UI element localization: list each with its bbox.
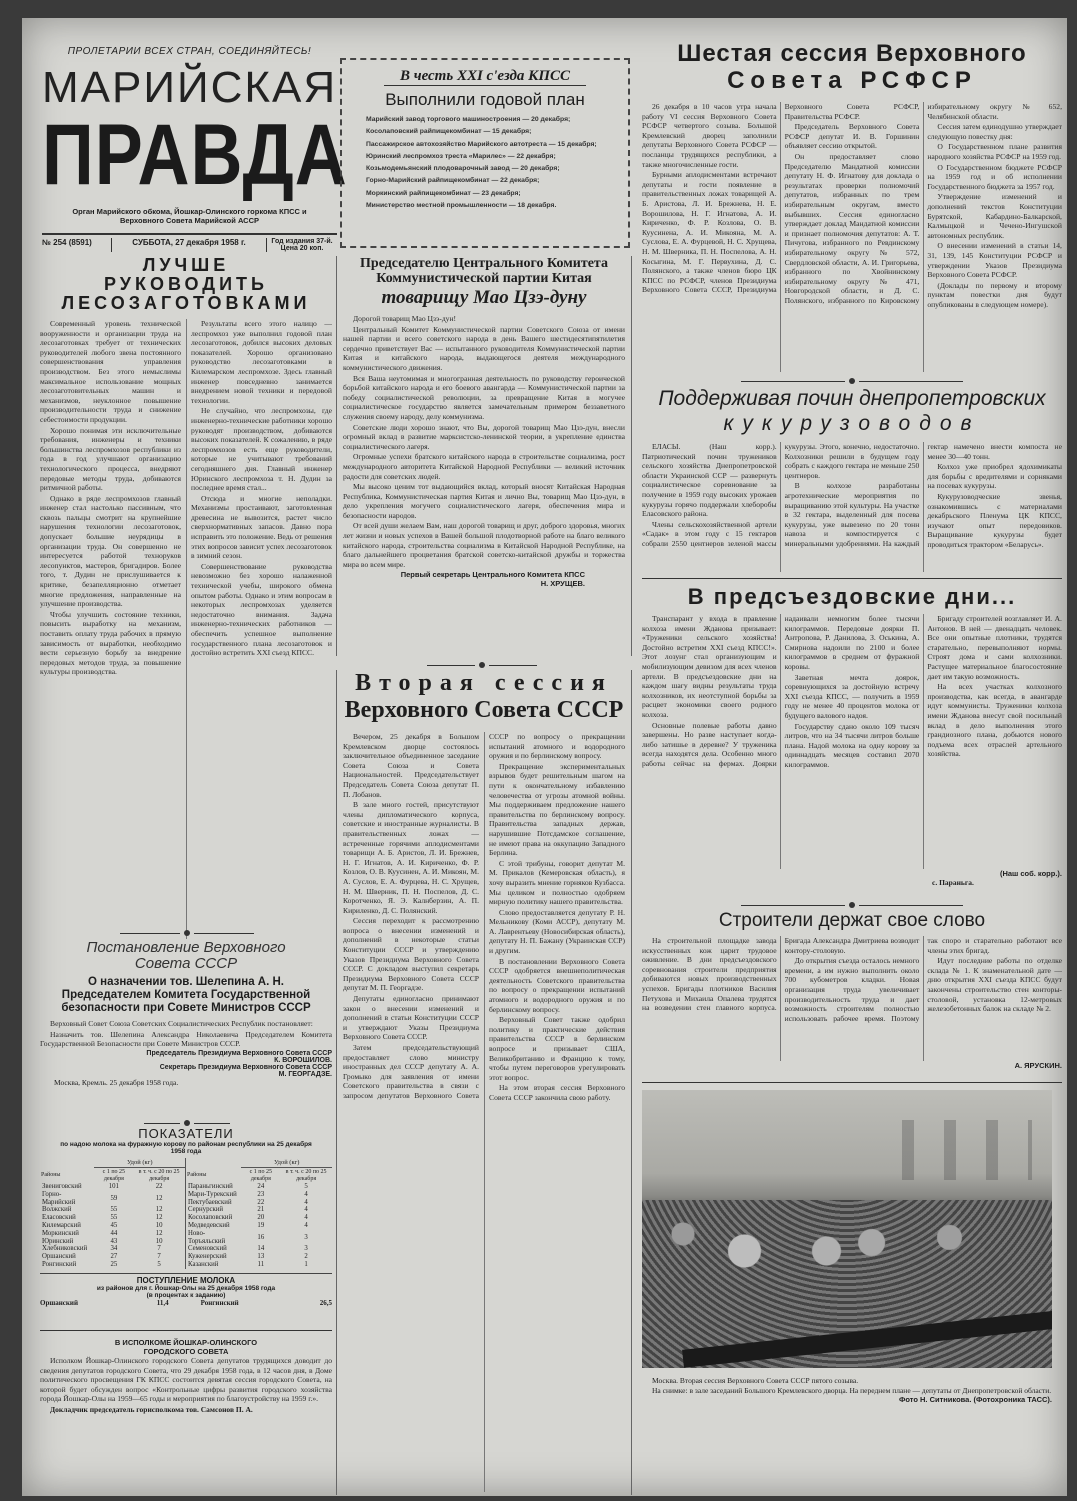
table-row xyxy=(40,1230,186,1238)
forestry-title: ЛУЧШЕ РУКОВОДИТЬ ЛЕСОЗАГОТОВКАМИ xyxy=(61,255,311,313)
paragraph: Бурными аплодисментами встречают депутаты и гости появление в правительственных ложах товарищей А. Б. Аристова, Л. И. Брежнева, Н. Е. Ворошилова, Н. Г. Игнатова, А. И. Кириченко, Ф. Р. Козлова, О. В. Куусинена, А. И. Микояна, М. А. Суслова, Е. А. Фурцевой, Н. С. Хрущева, Н. М. Шверника, П. Н. Поспелова, А. Н. Косыгина, М. Г. Первухина, Д. С. Полянского, а также членов бюро ЦК КПСС по РСФСР, членов Президиума Верховного Совета СССР, Президиума Верховного Совета РСФСР, Правительства РСФСР. xyxy=(642,102,920,295)
issue-number: № 254 (8591) xyxy=(42,238,112,252)
supply-note: (в процентах к заданию) xyxy=(146,1291,226,1299)
value-cell: 19 xyxy=(257,1221,265,1229)
title-bottom: ПРАВДА xyxy=(42,107,348,203)
paragraph: Слово предоставляется депутату Р. Н. Мельникову (Коми АССР), депутату М. А. Лаврентьеву (Новосибирская область), депутату Н. П. Бажану (Украинская ССР) и другим. xyxy=(489,907,625,956)
region-cell: Пектубаевский xyxy=(188,1198,232,1206)
mao-salutation: Дорогой товарищ Мао Цзэ-дун! xyxy=(353,314,457,323)
ussr-title xyxy=(343,670,625,724)
column-header: Районы xyxy=(41,1172,61,1178)
supply-value: 11,4 xyxy=(156,1298,169,1307)
mao-title-line2: Коммунистической партии Китая xyxy=(376,271,592,286)
region-cell: Сернурский xyxy=(188,1206,224,1214)
column-header-yield: Удой (кг) xyxy=(241,1158,332,1168)
table-row xyxy=(186,1261,332,1269)
newspaper-page xyxy=(22,18,1067,1496)
paragraph: Совершенствование руководства невозможно без хорошо налаженной технической учебы, широкого обмена опытом работы. Однако и этим вопросам в некоторых леспромхозах уделяется недостаточно внимания. Задача инженерно-технических работников — обеспечить успешное выполнение государственного плана лесозаготовок и достойно встретить XXI съезд КПСС. xyxy=(191,561,332,658)
value-cell: 59 xyxy=(110,1194,118,1202)
plan-item: Козьмодемьянский плодоварочный завод — 20 декабря; xyxy=(366,165,560,173)
divider xyxy=(722,902,982,908)
value-cell: 44 xyxy=(110,1229,118,1237)
ussr-body xyxy=(343,732,625,1492)
paragraph: Центральный Комитет Коммунистической партии Советского Союза от имени нашей партии и всего советского народа в день Вашего шестидесятипятилетия сердечно приветствует Вас — испытанного руководителя Коммунистической партии Китая и китайского народа, выдающегося деятеля международного коммунистического движения. xyxy=(343,324,625,372)
value-cell: 3 xyxy=(304,1245,308,1253)
paragraph: Прекращение экспериментальных взрывов будет решительным шагом на пути к окончательному избавлению человечества от угрозы атомной войны. Мы поддерживаем предложение нашего правительства по берлинскому вопросу. Правительства западных держав, нарушившие Потсдамское соглашение, не имеют права на оккупацию Западного Берлина. xyxy=(489,761,625,858)
value-cell: 2 xyxy=(304,1253,308,1261)
value-cell: 43 xyxy=(110,1237,118,1245)
builders-author: А. ЯРУСКИН. xyxy=(1014,1061,1062,1070)
mao-signer-name: Н. ХРУЩЕВ. xyxy=(540,579,585,589)
rsfsr-title-line2: Совета РСФСР xyxy=(727,67,977,94)
paragraph: Вечером, 25 декабря в Большом Кремлевском дворце состоялось заключительное объединенное заседание Совета Союза и Совета Национальностей. Председательствует Председатель Совета Союза депутат П. П. Лобанов. xyxy=(343,732,479,799)
value-cell: 12 xyxy=(155,1194,163,1202)
corn-article xyxy=(642,386,1062,576)
paragraph: Члены сельскохозяйственной артели «Садак» в этом году с 15 гектаров собрали 2550 центнеров зеленой массы кукурузы. Этого, конечно, недостаточно. Колхозники решили в будущем году собрать с каждого гектара не меньше 250 центнеров. xyxy=(642,442,920,548)
builders-article xyxy=(642,910,1062,1080)
paragraph: Хорошо понимая эти исключительные требования, инженеры и техники большинства леспромхозов республики из года в год улучшают организацию технологического процесса, внедряют передовые методы труда, добиваются ритмичной работы. xyxy=(40,425,181,493)
mao-signer-title: Первый секретарь Центрального Комитета КПСС xyxy=(400,570,585,580)
decree-sig2-title: Секретарь Президиума Верховного Совета СССР xyxy=(159,1063,332,1071)
table-row xyxy=(40,1261,186,1269)
table-row xyxy=(186,1222,332,1230)
value-cell: 24 xyxy=(257,1183,265,1190)
value-cell: 27 xyxy=(110,1253,118,1261)
decree-kicker-line2: Совета СССР xyxy=(134,955,238,972)
paragraph: От всей души желаем Вам, наш дорогой товарищ и друг, доброго здоровья, многих лет жизни и новых успехов в Вашей большой плодотворной работе на благо великого китайского народа, строительства социализма в Китайской Народной Республике, на благо дальнейшего процветания братской советско-китайской дружбы и торжества мира во всем мире. xyxy=(343,521,625,569)
paragraph: Бригаду строителей возглавляет И. А. Антонов. В ней — двенадцать человек. Все они опытные плотники, трудятся старательно, перевыполняют нормы. Строят дома и сами колхозники. Растущее материальное благосостояние дает им такую возможность. xyxy=(927,614,1062,681)
ussr-title-line2: Верховного Совета СССР xyxy=(344,697,624,723)
paragraph: Отсюда и многие неполадки. Механизмы простаивают, заготовленная древесина не вывозится, растет число сверхнормативных запасов. Давно пора исправить это положение. Ведь от решения этих вопросов зависит успех лесозаготовок в зимний сезон. xyxy=(191,493,332,561)
plan-item: Министерство местной промышленности — 18 декабря. xyxy=(366,202,557,210)
decree-article xyxy=(40,940,332,1120)
paragraph: На строительной площадке завода искусственных кож царит трудовое оживление. В дни предсъездовского соревнования строители предприятия добиваются новых производственных успехов. Бригады плотников Василия Петухова и Михаила Опалева трудятся на возведении стен главного корпуса. Бригада Александра Дмитриева возводит контору-столовую. xyxy=(642,936,920,1013)
paragraph: В колхозе разработаны агротехнические мероприятия по выращиванию этой культуры. На участке в 32 гектара, выделенный для посева кукурузы, уже вывезено по 20 тонн навоза и компостируется с минеральными удобрениями. На каждый гектар намечено внести компоста не менее 30—40 тонн. xyxy=(784,442,1062,548)
value-cell: 34 xyxy=(110,1245,118,1253)
issue-year: Год издания 37-й. xyxy=(271,238,333,245)
value-cell: 22 xyxy=(257,1198,265,1206)
paragraph: Колхоз уже приобрел ядохимикаты для борьбы с вредителями и сорняками на посевах кукурузы. xyxy=(927,462,1062,491)
builders-body xyxy=(642,936,1062,1061)
pre-congress-body xyxy=(642,614,1062,869)
table-row xyxy=(186,1230,332,1246)
region-cell: Хлебниковский xyxy=(42,1245,88,1253)
paragraph: На всех участках колхозного производства, как всегда, в авангарде идут коммунисты. Труженики колхоза имени Жданова внесут свой посильный вклад в дело выполнения этого грандиозного плана, добьются нового подъема всех отраслей артельного хозяйства. xyxy=(927,682,1062,759)
decree-text: Назначить тов. Шелепина Александра Николаевича Председателем Комитета Государственной Безопасности при Совете Министров СССР. xyxy=(40,1029,332,1049)
masthead xyxy=(42,46,348,252)
divider xyxy=(642,1082,1062,1083)
paragraph: Сессия переходит к рассмотрению вопроса о внесении изменений и дополнений в некоторые статьи Конституции СССР и утверждению Указов Президиума Верховного Совета СССР. С докладом выступил секретарь Президиума Верховного Совета СССР депутат М. П. Георгадзе. xyxy=(343,916,479,993)
milk-table-left xyxy=(40,1158,186,1269)
ussr-session-article xyxy=(336,670,632,1495)
supply-subtitle: из районов для г. Йошкар-Олы на 25 декабря 1958 года xyxy=(96,1284,276,1292)
value-cell: 20 xyxy=(257,1214,265,1222)
milk-indicators xyxy=(40,1126,332,1326)
value-cell: 4 xyxy=(304,1198,308,1206)
plan-box xyxy=(340,58,630,248)
value-cell: 22 xyxy=(155,1183,163,1190)
value-cell: 4 xyxy=(304,1221,308,1229)
corn-title-line2: кукурузоводов xyxy=(723,412,981,435)
supply-row xyxy=(40,1299,332,1307)
issue-date: СУББОТА, 27 декабря 1958 г. xyxy=(112,238,267,252)
supply-region: Оршанский xyxy=(40,1298,78,1307)
paragraph: Государству сдано около 109 тысяч литров, что на 34 тысячи литров больше плана. Надой молока на одну корову за одиннадцать месяцев составил 2070 килограммов. xyxy=(784,721,920,769)
paragraph: Однако в ряде леспромхозов главный инженер стал настолько пассивным, что сквозь пальцы смотрит на крупнейшие нарушения технологии лесозаготовок, допускает большие неурядицы в организации труда. Он совершенно не интересуется работой технoруков лесопунктов, мастеров, бригадиров. Более того, т. Дудин не прислушивается к критике, безапелляционно отметает многие предложения, направленные на улучшение производства. xyxy=(40,493,181,609)
table-row xyxy=(40,1222,186,1230)
table-row xyxy=(40,1214,186,1222)
divider xyxy=(642,578,1062,579)
value-cell: 10 xyxy=(155,1221,163,1229)
region-cell: Моркинский xyxy=(42,1229,79,1237)
caption-line1: Москва. Вторая сессия Верховного Совета СССР пятого созыва. xyxy=(652,1376,859,1385)
table-row xyxy=(40,1191,186,1207)
forestry-body xyxy=(40,319,332,939)
paragraph: Основные полевые работы давно завершены. Но разве наступает когда-либо затишье в деревне? У труженика всегда находятся дела. Особенно много работы сейчас на фермах. Доярки надаивали немногим более тысячи килограммов. Передовые доярки П. Антропова, Р. Данилова, З. Оськина, А. Смирнова надоили по 2100 и более килограммов в среднем от фуражной коровы. xyxy=(642,614,920,768)
region-cell: Еласовский xyxy=(42,1214,76,1222)
decree-sig1-title: Председатель Президиума Верховного Совета СССР xyxy=(146,1049,332,1057)
value-cell: 11 xyxy=(257,1260,265,1268)
value-cell: 12 xyxy=(155,1214,163,1222)
paragraph: О внесении изменений в статьи 14, 31, 139, 145 Конституции РСФСР и утверждении Указов Президиума Верховного Совета РСФСР. xyxy=(927,241,1062,280)
value-cell: 4 xyxy=(304,1190,308,1198)
region-cell: Семеновский xyxy=(188,1245,227,1253)
plan-kicker: В честь XXI с'езда КПСС xyxy=(384,68,586,86)
paragraph: В зале много гостей, присутствуют члены дипломатического корпуса, советские и иностранные журналисты. В правительственных ложах — встреченные горячими аплодисментами товарищи А. Б. Аристов, Л. И. Брежнев, Н. Г. Игнатов, А. И. Кириченко, Ф. Р. Козлов, О. В. Куусинен, А. И. Микоян, М. А. Суслов, Е. А. Фурцева, Н. С. Хрущев, Н. М. Шверник, П. Н. Поспелов, Д. С. Коротченко, Я. Э. Калнберзин, А. П. Кириленко, Д. С. Полянский. xyxy=(343,800,479,915)
value-cell: 5 xyxy=(157,1260,161,1268)
value-cell: 25 xyxy=(110,1260,118,1268)
paragraph: Он предоставляет слово Председателю Мандатной комиссии депутату Н. Ф. Игнатову для доклада о результатах проверки полномочий депутатов, избранных по трем избирательным округам, вместо выбывших. Сессия единогласно утверждает доклад Мандатной комиссии и признает полномочия депутатов: А. Т. Пичугова, избранного по Ревдинскому избирательному округу № 572, Свердловской области, А. И. Григорьева, избранного по Хвойнинскому избирательному округу № 471, Новгородской области, и Д. С. Полянского, избранного по Кировскому избирательному округу № 652, Челябинской области. xyxy=(784,102,1062,305)
column-header-spacer xyxy=(186,1158,241,1168)
value-cell: 1 xyxy=(304,1260,308,1268)
table-row xyxy=(186,1214,332,1222)
plan-item: Пассажирское автохозяйство Марийского автотреста — 15 декабря; xyxy=(366,140,597,148)
value-cell: 12 xyxy=(155,1229,163,1237)
mao-title-line1: Председателю Центрального Комитета xyxy=(360,256,608,271)
table-row xyxy=(186,1253,332,1261)
value-cell: 10 xyxy=(155,1237,163,1245)
decree-sig2-name: М. ГЕОРГАДЗЕ. xyxy=(278,1070,332,1078)
pre-congress-title: В предсъездовские дни... xyxy=(687,584,1017,609)
paragraph: О Государственном бюджете РСФСР на 1959 год и об исполнении Государственного бюджета за 1957 год. xyxy=(927,162,1062,191)
decree-preamble: Верховный Совет Союза Советских Социалистических Республик постановляет: xyxy=(50,1019,313,1028)
region-cell: Горно-Марийский xyxy=(42,1190,76,1206)
value-cell: 3 xyxy=(304,1233,308,1241)
session-photo xyxy=(642,1090,1052,1368)
paragraph: Идут последние работы по отделке склада № 1. К знаменательной дате — дню открытия XXI съезда КПСС будут закончены строительство стен конторы-столовой, установка 12-метровых железобетонных балок на складе № 2. xyxy=(927,956,1062,1014)
hall-arches xyxy=(872,1120,1032,1180)
paragraph: Сессия затем единодушно утверждает следующую повестку дня: xyxy=(927,122,1062,141)
region-cell: Косолаповский xyxy=(188,1214,233,1222)
photo-caption xyxy=(642,1376,1052,1405)
corn-title xyxy=(642,386,1062,436)
paragraph: Не случайно, что леспромхозы, где инженерно-технические работники хорошо руководят производством, добиваются высоких показателей. К сожалению, в ряде леспромхозов есть еще руководители, которые не учитывают требований сегодняшнего дня. Главный инженер Юринского леспромхоза т. Н. Дудин за последнее время стал... xyxy=(191,406,332,493)
value-cell: 16 xyxy=(257,1233,265,1241)
pre-congress-place: с. Параньга. xyxy=(932,878,974,887)
paragraph: На этом вторая сессия Верховного Совета СССР закончила свою работу. xyxy=(489,1083,625,1102)
value-cell: 45 xyxy=(110,1221,118,1229)
paragraph: Вся Ваша неутомимая и многогранная деятельность по руководству героической борьбой китайского народа и его боевого авангарда — Коммунистической партии за победу социалистической революции, за превращение Китая в могучее социалистическое государство является замечательным примером беззаветного служения своему народу, делу коммунизма. xyxy=(343,373,625,421)
plan-item: Горно-Марийский райпищекомбинат — 22 декабря; xyxy=(366,177,540,185)
value-cell: 55 xyxy=(110,1214,118,1222)
region-cell: Казанский xyxy=(188,1260,219,1268)
supply-title: ПОСТУПЛЕНИЕ МОЛОКА xyxy=(40,1273,332,1285)
region-cell: Куженерский xyxy=(188,1253,227,1261)
decree-body xyxy=(40,1019,332,1050)
paragraph: Мы высоко ценим тот выдающийся вклад, который вносят Китайская Народная Республика, Коммунистическая партия Китая и лично Вы, товарищ Мао Цзэ-дун, в дело укрепления могучего социалистического лагеря, обеспечения мира и безопасности народов. xyxy=(343,482,625,520)
paragraph: Чтобы улучшить состояние техники, повысить выработку на механизм, поставить оплату труда рабочих в прямую зависимость от выработки, необходимо вести серьезную борьбу за внедрение передовых методов труда, за повышение культуры производства. xyxy=(40,609,181,677)
table-row xyxy=(186,1199,332,1207)
corn-title-line1: Поддерживая почин днепропетровских xyxy=(658,387,1046,410)
divider xyxy=(40,1330,332,1331)
table-row xyxy=(186,1183,332,1191)
paragraph: До открытия съезда осталось немного времени, а им нужно выполнить около 700 кубометров кладки. Новая организация труда увеличивает производительность труда и дает возможность строителям полностью использовать рабочее время. Поэтому так споро и старательно работают все члены этих бригад. xyxy=(784,936,1062,1023)
caption-line2: На снимке: в зале заседаний Большого Кремлевского дворца. На переднем плане — депутаты от Днепропетровской области. xyxy=(652,1385,1052,1395)
region-cell: Килемарский xyxy=(42,1221,81,1229)
paragraph: Председатель Верховного Совета РСФСР депутат И. В. Горшинин объявляет сессию открытой. xyxy=(784,122,920,151)
divider xyxy=(422,662,542,668)
issue-info xyxy=(267,238,337,252)
plan-item: Марийский завод торгового машиностроения — 20 декабря; xyxy=(366,116,571,123)
region-cell: Оршанский xyxy=(42,1253,76,1261)
paragraph: Заветная мечта доярок, соревнующихся за достойную встречу XXI съезда КПСС, — получить в 1959 году не менее 40 процентов молока от будущего валового надоя. xyxy=(784,672,920,720)
milk-tables xyxy=(40,1158,332,1269)
paragraph: В постановлении Верховного Совета СССР одобряется внешнеполитическая деятельность Советского правительства по вопросу о прекращении испытаний атомного и водородного оружия и по берлинскому вопросу. xyxy=(489,956,625,1014)
value-cell: 4 xyxy=(304,1214,308,1222)
mao-title xyxy=(343,256,625,310)
decree-title: О назначении тов. Шелепина А. Н. Председателем Комитета Государственной безопасности при Совете Министров СССР xyxy=(61,976,311,1014)
region-cell: Параньгинский xyxy=(188,1183,233,1190)
paragraph: Верховный Совет также одобрил политику и практические действия правительства СССР в берлинском вопросе и призывает США, Великобританию и Францию к тому, чтобы путем переговоров урегулировать этот вопрос. xyxy=(489,1015,625,1082)
table-row xyxy=(40,1183,186,1191)
paragraph: Депутаты единогласно принимают закон о внесении изменений и дополнений в статьи Конституции СССР и утверждают Указы Президиума Верховного Совета СССР. xyxy=(343,994,479,1042)
rsfsr-title xyxy=(642,40,1062,94)
builders-title: Строители держат свое слово xyxy=(718,910,986,931)
organ: Орган Марийского обкома, Йошкар-Олинского горкома КПСС и Верховного Совета Марийской АССР xyxy=(72,207,307,225)
mao-greeting xyxy=(336,256,632,656)
issue-bar xyxy=(42,233,337,252)
value-cell: 13 xyxy=(257,1253,265,1261)
decree-kicker-line1: Постановление Верховного xyxy=(86,939,286,956)
issue-price: Цена 20 коп. xyxy=(280,245,324,252)
table-row xyxy=(186,1245,332,1253)
ispolkom-body xyxy=(40,1356,332,1405)
value-cell: 5 xyxy=(304,1183,308,1190)
corn-body xyxy=(642,442,1062,572)
value-cell: 101 xyxy=(108,1183,119,1190)
value-cell: 7 xyxy=(157,1253,161,1261)
ispolkom-speaker: Докладчик председатель горисполкома тов. Самсонов П. А. xyxy=(50,1404,253,1414)
decree-place-date: Москва, Кремль. 25 декабря 1958 года. xyxy=(54,1077,179,1087)
table-row xyxy=(40,1245,186,1253)
value-cell: 21 xyxy=(257,1206,265,1214)
paragraph: Транспарант у входа в правление колхоза имени Жданова призывает: «Труженики сельского хозяйства! Достойно встретим XXI съезд КПСС!». Этот лозунг стал организующим и мобилизующим девизом для всех членов артели. В предсъездовские дни на каждом шагу видны результаты труда колхозников, их неотступной борьбы за расцвет экономики своего родного колхоза. xyxy=(642,614,777,719)
paragraph: Огромные успехи братского китайского народа в строительстве социализма, рост международного авторитета Китайской Народной Республики — великий источник радости для советских людей. xyxy=(343,452,625,481)
column-header: с 1 по 25 декабря xyxy=(249,1169,272,1182)
paragraph: Советские люди хорошо знают, что Вы, дорогой товарищ Мао Цзэ-дун, внесли огромный вклад в развитие марксистско-ленинской теории, в укрепление единства социалистического лагеря. xyxy=(343,422,625,451)
milk-table-right xyxy=(186,1158,332,1269)
value-cell: 23 xyxy=(257,1190,265,1198)
pre-congress-byline: (Наш соб. корр.). xyxy=(999,869,1062,878)
ispolkom-notice xyxy=(40,1338,332,1414)
region-cell: Мари-Турекский xyxy=(188,1190,237,1198)
photo-credit: Фото Н. Ситникова. (Фотохроника ТАСС). xyxy=(898,1395,1052,1404)
title-top: МАРИЙСКАЯ xyxy=(42,63,338,112)
paragraph: Кукурузоводческие звенья, ознакомившись с материалами декабрьского Пленума ЦК КПСС, изучают опыт передовиков. Выращивание кукурузы будет проводиться трактором «Беларусь». xyxy=(927,491,1062,549)
paragraph: Затем председательствующий предоставляет слово министру иностранных дел СССР депутату А. А. Громыко для заявления от имени Советского правительства в связи с запросом депутатов Верховного Совета СССР по вопросу о прекращении испытаний атомного и водородного оружия и по берлинскому вопросу. xyxy=(343,732,625,1100)
plan-list xyxy=(354,114,616,212)
plan-item: Косолаповский райпищекомбинат — 15 декабря; xyxy=(366,128,532,136)
paragraph: Результаты всего этого налицо — леспромхоз уже выполнил годовой план лесозаготовок, добился высоких деловых показателей. Хорошо организовано руководство лесозаготовками в Килемарском леспромхозе. Здесь главный инженер повседневно занимается внедрением новой техники и передовой технологии. xyxy=(191,319,332,405)
region-cell: Ронгинский xyxy=(42,1260,77,1268)
paragraph: С этой трибуны, говорит депутат М. М. Прикалов (Кемеровская область), я хочу выразить мнение горняков Кузбасса. Мы целиком и полностью одобряем мирную политику нашего правительства. xyxy=(489,858,625,907)
ispolkom-text: Исполком Йошкар-Олинского городского Совета депутатов трудящихся доводит до сведения депутатов городского Совета, что 29 декабря 1958 года, в 12 часов дня, в Доме политического просвещения ГК КПСС состоится девятая сессия городского Совета, на которой будет обсужден вопрос «Контрольные цифры развития городского хозяйства города Йошкар-Олы на 1959—65 годы и мероприятия по благоустройству на 1959 г.». xyxy=(40,1356,332,1404)
decree-sig1-name: К. ВОРОШИЛОВ. xyxy=(274,1056,332,1064)
rsfsr-title-line1: Шестая сессия Верховного xyxy=(677,40,1027,67)
decree-kicker xyxy=(40,940,332,972)
value-cell: 7 xyxy=(157,1245,161,1253)
table-row xyxy=(40,1253,186,1261)
milk-subtitle: по надою молока на фуражную корову по районам республики на 25 декабря 1958 года xyxy=(60,1141,312,1155)
value-cell: 4 xyxy=(304,1206,308,1214)
column-header-yield: Удой (кг) xyxy=(94,1158,185,1168)
pre-congress-article xyxy=(642,584,1062,902)
column-header-spacer xyxy=(40,1158,94,1168)
value-cell: 14 xyxy=(257,1245,265,1253)
plan-title: Выполнили годовой план xyxy=(385,90,585,109)
column-header: в т. ч. с 20 по 25 декабря xyxy=(285,1169,327,1182)
divider xyxy=(722,378,982,384)
ussr-title-line1: Вторая сессия xyxy=(355,670,613,696)
table-row xyxy=(186,1191,332,1199)
paragraph: ЕЛАСЫ. (Наш корр.). Патриотический почин тружеников сельского хозяйства Днепропетровской области Украинской ССР — развернуть социалистическое соревнование за получение в 1959 году высоких урожаев кукурузы горячо поддержали хлеборобы Еласовского района. xyxy=(642,442,777,519)
milk-title: ПОКАЗАТЕЛИ xyxy=(138,1126,234,1141)
mao-body xyxy=(343,314,625,570)
table-row xyxy=(40,1206,186,1214)
mao-title-line3: товарищу Мао Цзэ-дуну xyxy=(381,287,587,308)
rsfsr-session-article xyxy=(642,40,1062,380)
slogan: ПРОЛЕТАРИИ ВСЕХ СТРАН, СОЕДИНЯЙТЕСЬ! xyxy=(67,46,312,57)
plan-item: Моркинский райпищекомбинат — 23 декабря; xyxy=(366,189,521,197)
forestry-article xyxy=(40,256,332,926)
paragraph: Утверждение изменений и дополнений текстов Конституции Бурятской, Кабардино-Балкарской, Калмыцкой и Чечено-Ингушской автономных республик. xyxy=(927,192,1062,240)
region-cell: Звениговский xyxy=(42,1183,82,1190)
paragraph: Современный уровень технической вооруженности и организации труда на лесозаготовках требует от технических руководителей любого звена постоянного совершенствования управления производством. Без этого немыслимы максимальное использование мощных лесозаготовительных машин и механизмов, неуклонное повышение производительности труда и снижение себестоимости продукции. xyxy=(40,319,181,424)
divider xyxy=(112,930,262,936)
region-cell: Юринский xyxy=(42,1237,74,1245)
value-cell: 55 xyxy=(110,1206,118,1214)
region-cell: Ново-Торъяльский xyxy=(188,1229,226,1245)
paragraph: (Доклады по первому и второму пунктам повестки дня будут опубликованы в следующем номере). xyxy=(927,280,1062,309)
region-cell: Медведевский xyxy=(188,1221,230,1229)
column-header: с 1 по 25 декабря xyxy=(102,1169,126,1182)
supply-value: 26,5 xyxy=(319,1298,332,1307)
value-cell: 12 xyxy=(155,1206,163,1214)
paragraph: 26 декабря в 10 часов утра начала работу VI сессия Верховного Совета РСФСР четвертого созыва. Большой Кремлевский дворец заполнили депутаты Верховного Совета РСФСР — посланцы трудящихся республики, а также многочисленные гости. xyxy=(642,102,777,169)
column-header: Районы xyxy=(187,1172,207,1178)
paragraph: О Государственном плане развития народного хозяйства РСФСР на 1959 год. xyxy=(927,142,1062,161)
table-row xyxy=(40,1238,186,1246)
region-cell: Волжский xyxy=(42,1206,72,1214)
column-header: в т. ч. с 20 по 25 декабря xyxy=(138,1169,180,1182)
plan-item: Юринский леспромхоз треста «Марилес» — 22 декабря; xyxy=(366,152,556,160)
table-row xyxy=(186,1206,332,1214)
rsfsr-body xyxy=(642,102,1062,372)
supply-region: Ронгинский xyxy=(200,1298,239,1307)
ispolkom-title: В ИСПОЛКОМЕ ЙОШКАР-ОЛИНСКОГО ГОРОДСКОГО СОВЕТА xyxy=(114,1338,258,1356)
